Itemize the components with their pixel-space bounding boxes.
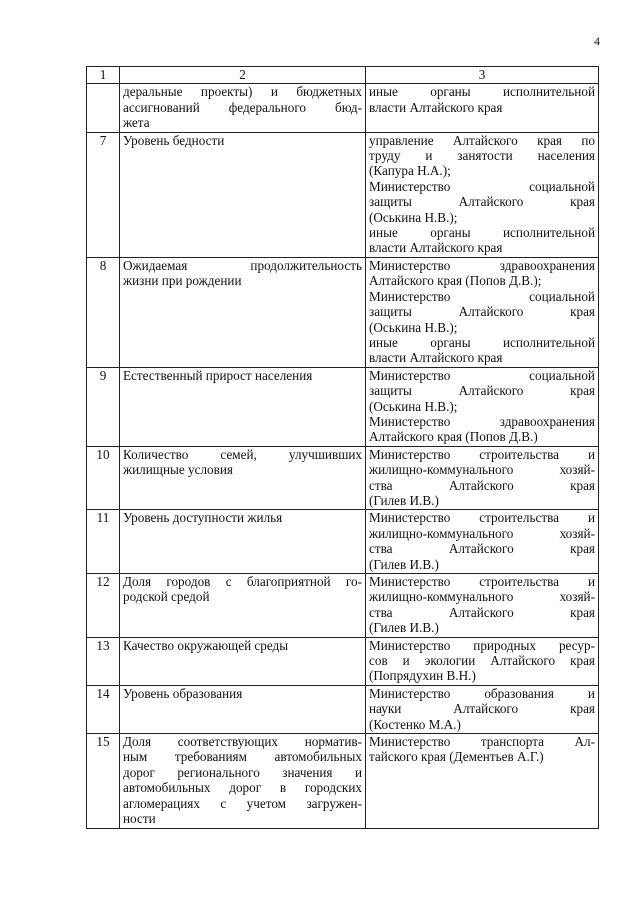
responsible-cell <box>366 685 599 733</box>
indicator-line: ным требованиям автомобильных <box>123 749 362 765</box>
responsible-cell <box>366 637 599 685</box>
indicator-line: Уровень доступности жилья <box>123 510 283 526</box>
indicator-line: Качество окружающей среды <box>123 637 289 653</box>
table-row <box>87 257 599 367</box>
responsible-line: Министерство строительства и <box>369 574 595 589</box>
responsible-cell <box>366 734 599 828</box>
responsible-line: (Оськина Н.В.); <box>369 209 458 225</box>
responsible-line: защиты Алтайского края <box>369 383 595 399</box>
indicator-line: Количество семей, улучшивших <box>123 446 362 462</box>
page-number: 4 <box>594 34 600 48</box>
table-row <box>87 510 599 574</box>
indicator-line: жета <box>123 115 150 131</box>
responsible-line: жилищно-коммунального хозяй- <box>369 525 595 541</box>
table-header-row <box>87 67 599 84</box>
indicator-line: Естественный прирост населения <box>123 367 313 383</box>
responsible-cell <box>366 367 599 446</box>
row-number: 8 <box>87 257 120 367</box>
table-row <box>87 84 599 132</box>
indicator-line: ности <box>123 811 156 827</box>
responsible-cell <box>366 446 599 510</box>
responsible-line: (Оськина Н.В.); <box>369 398 458 414</box>
responsible-line: жилищно-коммунального хозяй- <box>369 589 595 605</box>
responsible-line: иные органы исполнительной <box>369 334 595 350</box>
indicator-line: родской средой <box>123 589 210 605</box>
responsible-line: Министерство здравоохранения <box>369 413 595 429</box>
row-number: 12 <box>87 574 120 638</box>
indicator-line: Доля городов с благоприятной го- <box>123 574 362 589</box>
table-row <box>87 367 599 446</box>
column-header-3: 3 <box>366 67 599 84</box>
indicator-line: жизни при рождении <box>123 273 242 289</box>
responsible-line: Министерство строительства и <box>369 446 595 462</box>
responsible-line: власти Алтайского края <box>369 99 503 115</box>
table-row <box>87 734 599 828</box>
row-number: 10 <box>87 446 120 510</box>
responsible-line: (Костенко М.А.) <box>369 716 461 732</box>
responsible-line: ства Алтайского края <box>369 604 595 620</box>
indicator-line: Уровень бедности <box>123 132 225 148</box>
responsible-line: защиты Алтайского края <box>369 304 595 320</box>
responsible-line: ства Алтайского края <box>369 541 595 557</box>
indicator-cell <box>120 257 366 367</box>
responsible-cell <box>366 574 599 638</box>
responsible-line: Министерство образования и <box>369 685 595 701</box>
column-header-2: 2 <box>120 67 366 84</box>
indicator-cell <box>120 685 366 733</box>
responsible-line: (Попрядухин В.Н.) <box>369 668 476 684</box>
responsible-cell <box>366 132 599 257</box>
table-row <box>87 132 599 257</box>
responsible-line: власти Алтайского края <box>369 350 503 366</box>
responsible-line: власти Алтайского края <box>369 240 503 256</box>
indicator-cell <box>120 367 366 446</box>
responsible-line: (Гилев И.В.) <box>369 620 439 636</box>
row-number: 13 <box>87 637 120 685</box>
responsible-line: Министерство социальной <box>369 367 595 383</box>
responsible-line: ства Алтайского края <box>369 477 595 493</box>
responsible-line: (Гилев И.В.) <box>369 556 439 572</box>
indicator-cell <box>120 574 366 638</box>
indicator-line: автомобильных дорог в городских <box>123 780 362 796</box>
indicator-cell <box>120 637 366 685</box>
responsible-line: Министерство транспорта Ал- <box>369 734 595 750</box>
indicator-cell <box>120 84 366 132</box>
responsible-line: Министерство природных ресур- <box>369 637 595 653</box>
indicator-cell <box>120 446 366 510</box>
responsible-cell <box>366 510 599 574</box>
responsible-line: иные органы исполнительной <box>369 84 595 100</box>
responsible-line: труду и занятости населения <box>369 148 595 164</box>
responsible-line: Министерство социальной <box>369 178 595 194</box>
table-row <box>87 446 599 510</box>
row-number: 9 <box>87 367 120 446</box>
indicator-line: агломерациях с учетом загружен- <box>123 795 362 811</box>
indicator-line: Ожидаемая продолжительность <box>123 257 362 273</box>
table-row <box>87 574 599 638</box>
row-number: 7 <box>87 132 120 257</box>
responsible-line: Министерство строительства и <box>369 510 595 526</box>
indicator-line: Уровень образования <box>123 685 243 701</box>
row-number: 14 <box>87 685 120 733</box>
table-row <box>87 685 599 733</box>
responsible-line: жилищно-коммунального хозяй- <box>369 462 595 478</box>
table-body <box>87 84 599 828</box>
indicator-line: дорог регионального значения и <box>123 764 362 780</box>
row-number <box>87 84 120 132</box>
responsible-line: Министерство здравоохранения <box>369 257 595 273</box>
responsible-line: (Гилев И.В.) <box>369 492 439 508</box>
indicator-line: ассигнований федерального бюд- <box>123 99 362 115</box>
responsible-line: тайского края (Дементьев А.Г.) <box>369 749 544 765</box>
responsible-line: Алтайского края (Попов Д.В.); <box>369 273 542 289</box>
responsible-line: (Капура Н.А.); <box>369 163 451 179</box>
indicator-cell <box>120 734 366 828</box>
row-number: 11 <box>87 510 120 574</box>
indicators-table <box>86 66 599 829</box>
responsible-line: управление Алтайского края по <box>369 132 595 148</box>
responsible-line: Алтайского края (Попов Д.В.) <box>369 429 538 445</box>
indicator-cell <box>120 132 366 257</box>
indicator-cell <box>120 510 366 574</box>
indicator-line: Доля соответствующих норматив- <box>123 734 362 750</box>
responsible-line: иные органы исполнительной <box>369 225 595 241</box>
responsible-line: защиты Алтайского края <box>369 194 595 210</box>
responsible-cell <box>366 84 599 132</box>
indicator-line: деральные проекты) и бюджетных <box>123 84 362 100</box>
row-number: 15 <box>87 734 120 828</box>
column-header-1: 1 <box>87 67 120 84</box>
responsible-line: сов и экологии Алтайского края <box>369 653 595 669</box>
responsible-line: Министерство социальной <box>369 288 595 304</box>
table-row <box>87 637 599 685</box>
responsible-cell <box>366 257 599 367</box>
indicator-line: жилищные условия <box>123 462 234 478</box>
responsible-line: (Оськина Н.В.); <box>369 319 458 335</box>
responsible-line: науки Алтайского края <box>369 701 595 717</box>
